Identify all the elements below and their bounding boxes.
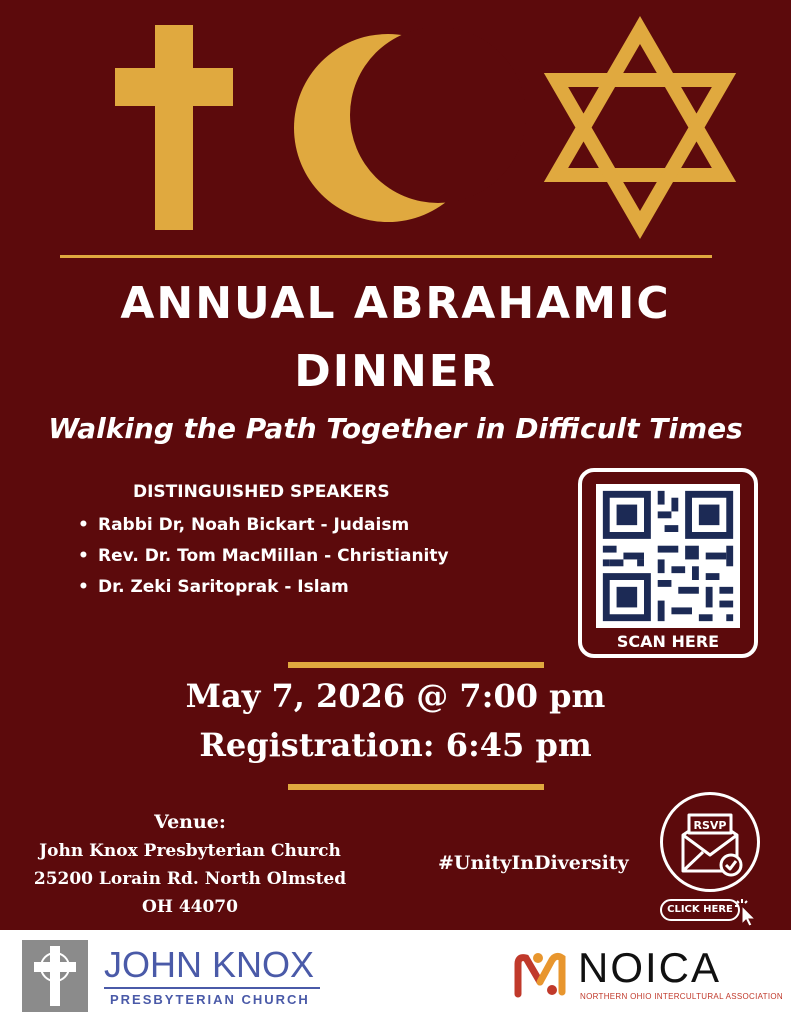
divider-mid-2: [288, 784, 544, 790]
page-title-line-1: ANNUAL ABRAHAMIC: [120, 278, 671, 329]
church-subtitle: PRESBYTERIAN CHURCH: [110, 992, 310, 1007]
divider-mid-1: [288, 662, 544, 668]
speaker-item: • Rabbi Dr, Noah Bickart - Judaism: [78, 510, 449, 541]
click-here-button[interactable]: CLICK HERE: [660, 899, 740, 921]
speaker-item: • Dr. Zeki Saritoprak - Islam: [78, 572, 449, 603]
divider-top: [60, 255, 712, 258]
venue-city: OH 44070: [142, 897, 238, 917]
noica-logo-icon: [512, 948, 572, 1000]
rsvp-envelope-icon: [663, 795, 757, 889]
faith-symbols: [0, 0, 791, 250]
venue-street: 25200 Lorain Rd. North Olmsted: [33, 869, 347, 889]
john-knox-logo: [22, 940, 88, 1012]
subtitle: Walking the Path Together in Difficult Times: [48, 412, 743, 445]
footer-banner: [0, 930, 791, 1024]
hashtag: #UnityInDiversity: [438, 852, 629, 874]
church-name: JOHN KNOX: [104, 944, 315, 985]
rsvp-badge-text: RSVP: [693, 819, 727, 832]
cursor-icon: [734, 898, 760, 928]
org-subtitle: NORTHERN OHIO INTERCULTURAL ASSOCIATION: [580, 992, 783, 1001]
cross-icon: [115, 25, 233, 230]
speakers-list: [78, 510, 449, 603]
star-of-david-icon: [556, 30, 724, 225]
crescent-icon: [294, 27, 526, 222]
org-name: NOICA: [578, 944, 722, 991]
page-title-line-2: DINNER: [294, 346, 497, 397]
qr-code-panel[interactable]: [578, 468, 758, 658]
speakers-heading: DISTINGUISHED SPEAKERS: [133, 482, 390, 502]
venue-label: Venue:: [154, 811, 226, 833]
qr-code-icon: [596, 484, 740, 628]
qr-scan-label: SCAN HERE: [616, 632, 720, 651]
celtic-cross-icon: [22, 940, 88, 1012]
event-datetime: May 7, 2026 @ 7:00 pm: [185, 677, 606, 715]
church-name-underline: [104, 987, 320, 989]
registration-time: Registration: 6:45 pm: [199, 726, 592, 764]
venue-name: John Knox Presbyterian Church: [39, 841, 341, 861]
speaker-item: • Rev. Dr. Tom MacMillan - Christianity: [78, 541, 449, 572]
qr-code[interactable]: [596, 484, 740, 628]
rsvp-button[interactable]: [660, 792, 760, 892]
